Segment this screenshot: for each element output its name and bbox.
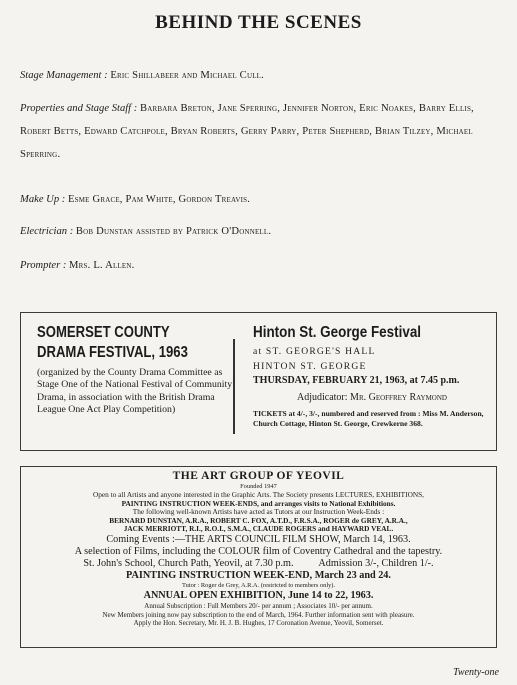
adjudicator-name: Mr. Geoffrey Raymond xyxy=(350,392,447,403)
art-group-text-line: A selection of Films, including the COLOUR film of Coventry Cathedral and the tapestry. xyxy=(74,545,443,557)
credit-prompter xyxy=(20,254,500,277)
coming-events-line: Coming Events :—THE ARTS COUNCIL FILM SHOW, March 14, 1963. xyxy=(106,533,411,545)
ticket-info: TICKETS at 4/-, 3/-, numbered and reserved from : Miss M. Anderson, Church Cottage, Hinton St. George, Crewkerne 368. xyxy=(253,409,484,428)
festival-left-column xyxy=(37,323,237,417)
festival-description: (organized by the County Drama Committee as Stage One of the National Festival of Community Drama, in association with the British Drama League One Act Play Competition) xyxy=(37,367,233,416)
credit-names: Bob Dunstan assisted by Patrick O'Donnell. xyxy=(75,226,272,237)
credit-role: Properties and Stage Staff : xyxy=(20,103,138,114)
credit-names: Eric Shillabeer and Michael Cull. xyxy=(110,70,265,81)
credit-properties-stage-staff xyxy=(20,97,500,166)
credit-electrician xyxy=(20,220,500,243)
art-group-event-heading: ANNUAL OPEN EXHIBITION, June 14 to 22, 1963. xyxy=(143,589,374,601)
art-group-text-line: Tutor : Roger de Grey, A.R.A. (restricted to members only). xyxy=(181,581,336,589)
art-group-heading: THE ART GROUP OF YEOVIL xyxy=(172,470,345,482)
festival-heading-line2: DRAMA FESTIVAL, 1963 xyxy=(37,344,188,361)
credit-names: Esme Grace, Pam White, Gordon Treavis. xyxy=(67,194,251,205)
art-group-text-line: Annual Subscription : Full Members 20/- per annum ; Associates 10/- per annum. xyxy=(144,601,373,610)
credit-make-up xyxy=(20,188,500,211)
adjudicator-label: Adjudicator: xyxy=(297,392,348,403)
art-group-text-line: PAINTING INSTRUCTION WEEK-ENDS, and arranges visits to National Exhibitions. xyxy=(121,498,396,508)
festival-date: THURSDAY, FEBRUARY 21, 1963, at 7.45 p.m. xyxy=(253,375,460,386)
art-group-text-line: Open to all Artists and anyone interested in the Graphic Arts. The Society presents LECTURES, EXHIBITIONS, xyxy=(92,490,424,499)
art-group-text-line: St. John's School, Church Path, Yeovil, at 7.30 p.m. Admission 3/-, Children 1/-. xyxy=(83,557,434,569)
art-group-text-line: New Members joining now pay subscription to the end of March, 1964. Further information sent with pleasure. xyxy=(102,610,415,619)
credit-role: Stage Management : xyxy=(20,70,108,81)
credit-names: Barbara Breton, Jane Sperring, Jennifer Norton, Eric Noakes, Barry Ellis, Robert Betts, Edward Catchpole, Bryan Roberts, Gerry Parry, Peter Shepherd, Brian Tilzey, Michael Sperring. xyxy=(20,103,474,160)
page-title: BEHIND THE SCENES xyxy=(155,12,362,33)
drama-festival-advert xyxy=(20,312,497,451)
art-group-text-line: BERNARD DUNSTAN, A.R.A., ROBERT C. FOX, A.T.D., F.R.S.A., ROGER de GREY, A.R.A., xyxy=(109,515,408,525)
credit-names: Mrs. L. Allen. xyxy=(69,260,135,271)
festival-right-column xyxy=(253,323,485,429)
adjudicator xyxy=(253,392,485,403)
venue-line: HINTON ST. GEORGE xyxy=(253,361,367,372)
art-group-text-line: JACK MERRIOTT, R.I., R.O.I., S.M.A., CLAUDE ROGERS and HAYWARD VEAL. xyxy=(123,524,394,534)
credit-role: Make Up : xyxy=(20,194,66,205)
art-group-text-line: Apply the Hon. Secretary, Mr. H. J. B. Hughes, 17 Coronation Avenue, Yeovil, Somerset. xyxy=(133,619,384,628)
venue-line: at ST. GEORGE'S HALL xyxy=(253,346,376,357)
page-number: Twenty-one xyxy=(453,667,499,678)
art-group-event-heading: PAINTING INSTRUCTION WEEK-END, March 23 and 24. xyxy=(126,569,391,581)
credit-role: Electrician : xyxy=(20,226,74,237)
column-divider xyxy=(233,339,235,434)
festival-right-heading: Hinton St. George Festival xyxy=(253,324,422,341)
credit-stage-management xyxy=(20,64,500,87)
festival-heading-line1: SOMERSET COUNTY xyxy=(37,324,170,341)
art-group-advert xyxy=(20,466,497,648)
credit-role: Prompter : xyxy=(20,260,67,271)
art-group-founded: Founded 1947 xyxy=(240,483,277,490)
art-group-text-line: The following well-known Artists have acted as Tutors at our Instruction Week-Ends : xyxy=(132,507,385,517)
